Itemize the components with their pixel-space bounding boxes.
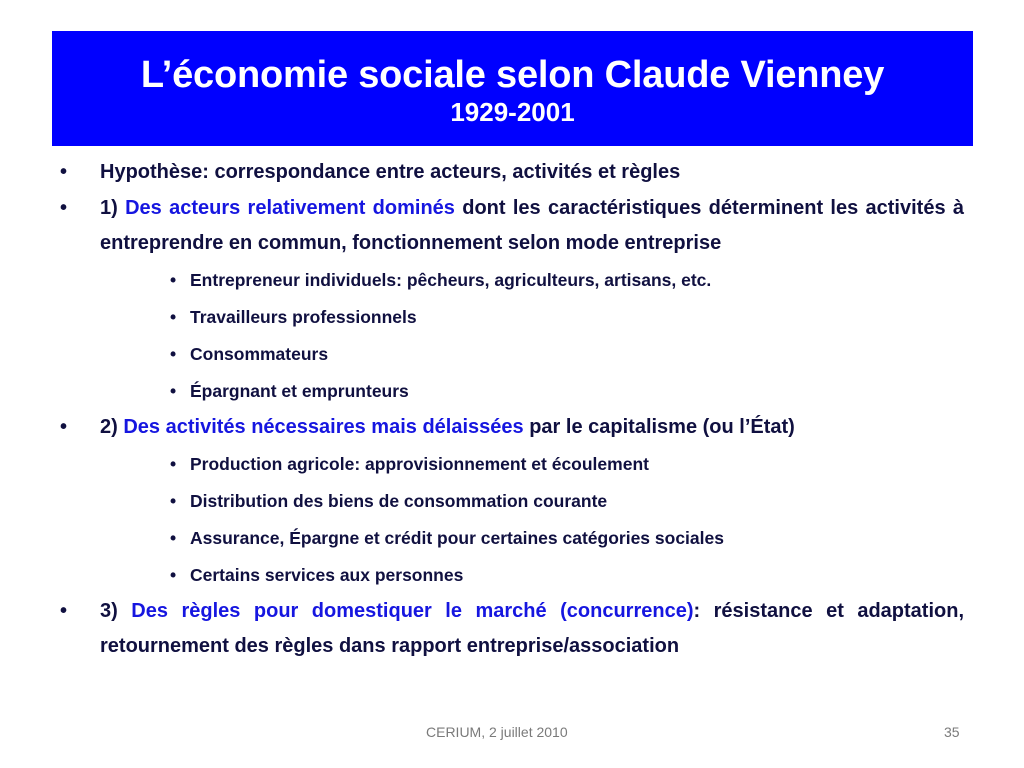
subbullet bbox=[60, 483, 964, 520]
subbullet-text: Certains services aux personnes bbox=[190, 565, 464, 585]
bullet-text: : résistance et adaptation, retournement des règles dans rapport entreprise/association bbox=[100, 600, 965, 657]
bullet-highlight: Des acteurs relativement dominés bbox=[125, 197, 455, 219]
subbullet-text: Consommateurs bbox=[190, 344, 329, 364]
bullet-dot-icon: • bbox=[60, 197, 68, 219]
bullet-highlight: Des activités nécessaires mais délaissées bbox=[123, 416, 524, 438]
subbullet bbox=[60, 299, 964, 336]
subbullet-text: Distribution des biens de consommation courante bbox=[190, 491, 608, 511]
bullet-dot-icon: • bbox=[170, 454, 177, 474]
bullet-dot-icon: • bbox=[170, 528, 177, 548]
bullet-dot-icon: • bbox=[170, 270, 177, 290]
subbullet-text: Production agricole: approvisionnement et écoulement bbox=[190, 454, 649, 474]
bullet-dot-icon: • bbox=[170, 344, 177, 364]
subbullet bbox=[60, 557, 964, 594]
page-number: 35 bbox=[944, 724, 960, 740]
subbullet bbox=[60, 446, 964, 483]
bullet-prefix: 3) bbox=[100, 600, 118, 622]
bullet-dot-icon: • bbox=[60, 600, 68, 622]
bullet-text: Hypothèse: correspondance entre acteurs, activités et règles bbox=[100, 161, 681, 183]
subbullet bbox=[60, 336, 964, 373]
bullet-dot-icon: • bbox=[170, 307, 177, 327]
bullet-dot-icon: • bbox=[170, 565, 177, 585]
bullet-acteurs bbox=[60, 191, 964, 261]
footer-event: CERIUM, 2 juillet 2010 bbox=[426, 724, 568, 740]
bullet-text: par le capitalisme (ou l’État) bbox=[529, 416, 795, 438]
bullet-dot-icon: • bbox=[170, 381, 177, 401]
bullet-highlight: Des règles pour domestiquer le marché (concurrence) bbox=[131, 600, 694, 622]
slide-subtitle: 1929-2001 bbox=[450, 97, 575, 127]
subbullet bbox=[60, 520, 964, 557]
bullet-dot-icon: • bbox=[60, 416, 68, 438]
subbullet bbox=[60, 373, 964, 410]
bullet-dot-icon: • bbox=[60, 161, 68, 183]
subbullet-text: Entrepreneur individuels: pêcheurs, agriculteurs, artisans, etc. bbox=[190, 270, 712, 290]
subbullet bbox=[60, 262, 964, 299]
slide-title: L’économie sociale selon Claude Vienney bbox=[140, 54, 885, 96]
bullet-text: dont les caractéristiques déterminent les activités à entreprendre en commun, fonctionnement selon mode entreprise bbox=[100, 197, 965, 254]
bullet-hypothese bbox=[60, 155, 964, 190]
bullet-dot-icon: • bbox=[170, 491, 177, 511]
bullet-regles bbox=[60, 594, 964, 664]
bullet-prefix: 1) bbox=[100, 197, 118, 219]
subbullet-text: Assurance, Épargne et crédit pour certaines catégories sociales bbox=[190, 528, 724, 548]
subbullet-text: Épargnant et emprunteurs bbox=[190, 381, 409, 401]
slide-content bbox=[60, 155, 964, 665]
subbullet-text: Travailleurs professionnels bbox=[190, 307, 417, 327]
bullet-prefix: 2) bbox=[100, 416, 118, 438]
bullet-activites bbox=[60, 410, 964, 445]
slide-title-box bbox=[52, 31, 973, 146]
